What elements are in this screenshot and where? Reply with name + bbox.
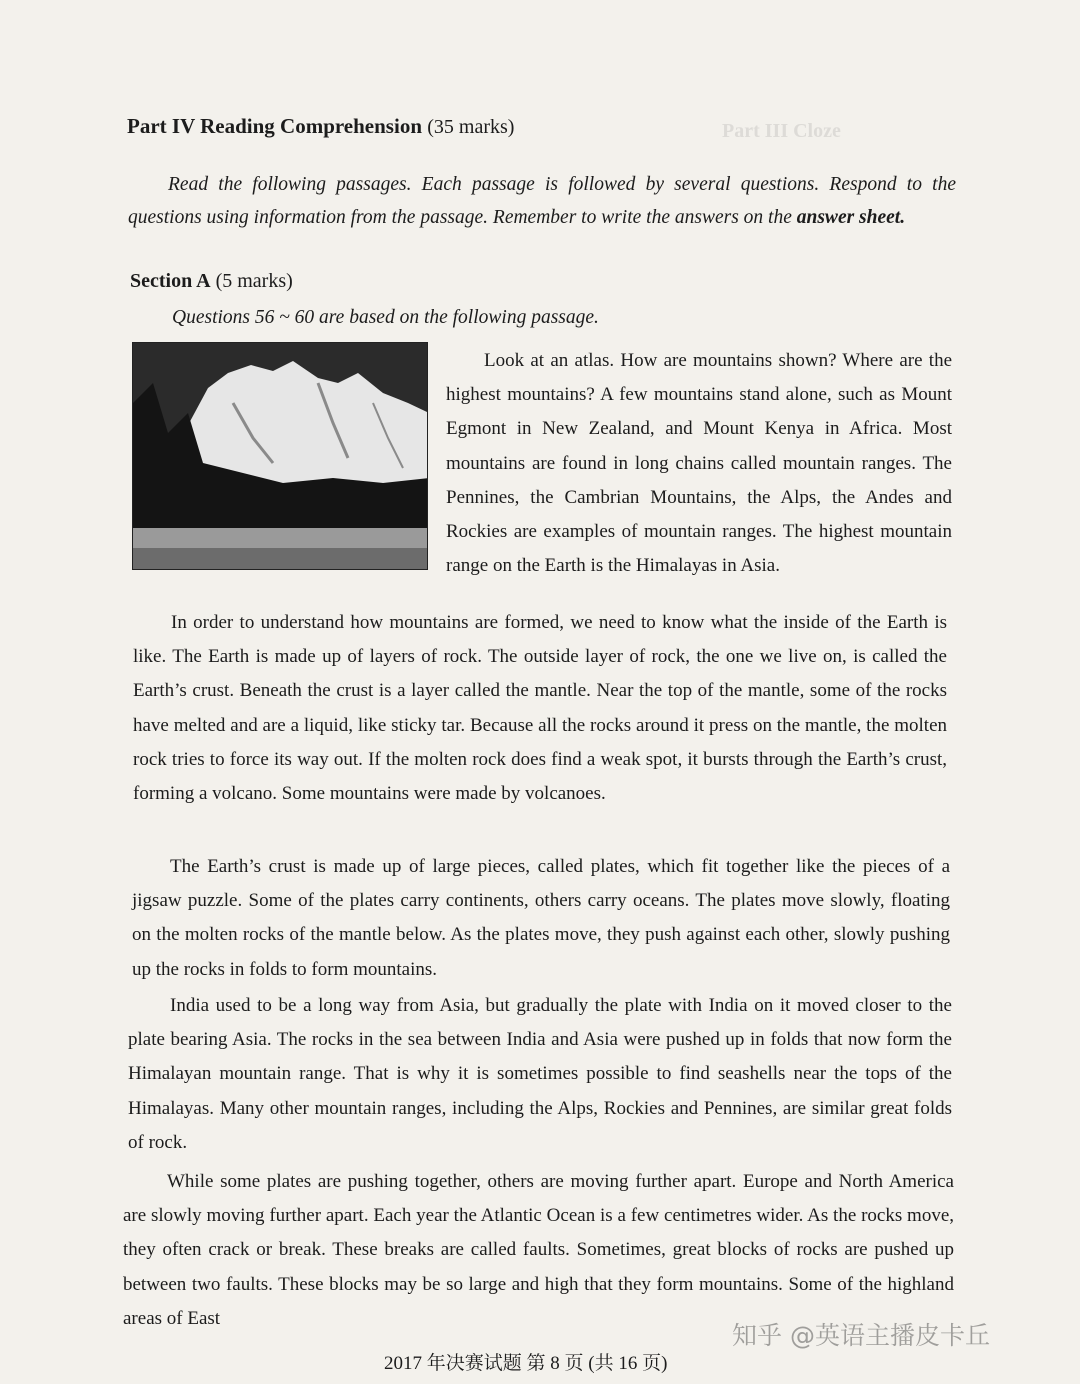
watermark: 知乎 @英语主播皮卡丘 (732, 1321, 990, 1350)
section-marks: (5 marks) (215, 270, 293, 292)
part-marks: (35 marks) (427, 116, 515, 138)
mountain-landscape-icon (133, 343, 428, 570)
section-title: Section A (130, 270, 211, 292)
photo-shore (133, 548, 428, 570)
questions-note: Questions 56 ~ 60 are based on the following passage. (172, 307, 599, 328)
part-heading (127, 114, 514, 139)
page-footer: 2017 年决赛试题 第 8 页 (共 16 页) (384, 1353, 668, 1374)
part-title: Part IV Reading Comprehension (127, 114, 422, 138)
bleed-through-text: Part III Cloze (722, 120, 841, 142)
instructions (128, 168, 956, 234)
section-heading (130, 270, 293, 293)
passage-paragraph-3: The Earth’s crust is made up of large pieces, called plates, which fit together like the pieces of a jigsaw puzzle. Some of the plates carry continents, others carry oceans. The plates move slowly, floating on the molten rocks of the mantle below. As the plates move, they push against each other, slowly pushing up the rocks in folds to form mountains. (132, 856, 950, 980)
passage-paragraph-2: In order to understand how mountains are formed, we need to know what the inside of the Earth is like. The Earth is made up of layers of rock. The outside layer of rock, the one we live on, is called the Earth’s crust. Beneath the crust is a layer called the mantle. Near the top of the mantle, some of the rocks have melted and are a liquid, like sticky tar. Because all the rocks around it press on the mantle, the molten rock tries to force its way out. If the molten rock does find a weak spot, it bursts through the Earth’s crust, forming a volcano. Some mountains were made by volcanoes. (133, 612, 947, 805)
mountain-photo (132, 342, 428, 570)
passage-paragraph-4: India used to be a long way from Asia, but gradually the plate with India on it moved closer to the plate bearing Asia. The rocks in the sea between India and Asia were pushed up in folds that now form the Himalayan mountain range. That is why it is sometimes possible to find seashells near the tops of the Himalayas. Many other mountain ranges, including the Alps, Rockies and Pennines, are similar great folds of rock. (128, 995, 952, 1153)
passage-paragraph-1: Look at an atlas. How are mountains shown? Where are the highest mountains? A few mountains stand alone, such as Mount Egmont in New Zealand, and Mount Kenya in Africa. Most mountains are found in long chains called mountain ranges. The Pennines, the Cambrian Mountains, the Alps, the Andes and Rockies are examples of mountain ranges. The highest mountain range on the Earth is the Himalayas in Asia. (446, 350, 952, 577)
instructions-text: Read the following passages. Each passage is followed by several questions. Respond to the questions using information from the passage. Remember to write the answers on the (128, 174, 956, 228)
answer-sheet-emphasis: answer sheet. (796, 207, 906, 228)
passage-paragraph-5: While some plates are pushing together, others are moving further apart. Europe and North America are slowly moving further apart. Each year the Atlantic Ocean is a few centimetres wider. As the rocks move, they often crack or break. These breaks are called faults. Sometimes, great blocks of rocks are pushed up between two faults. These blocks may be so large and high that they form mountains. Some of the highland areas of East (123, 1171, 954, 1329)
